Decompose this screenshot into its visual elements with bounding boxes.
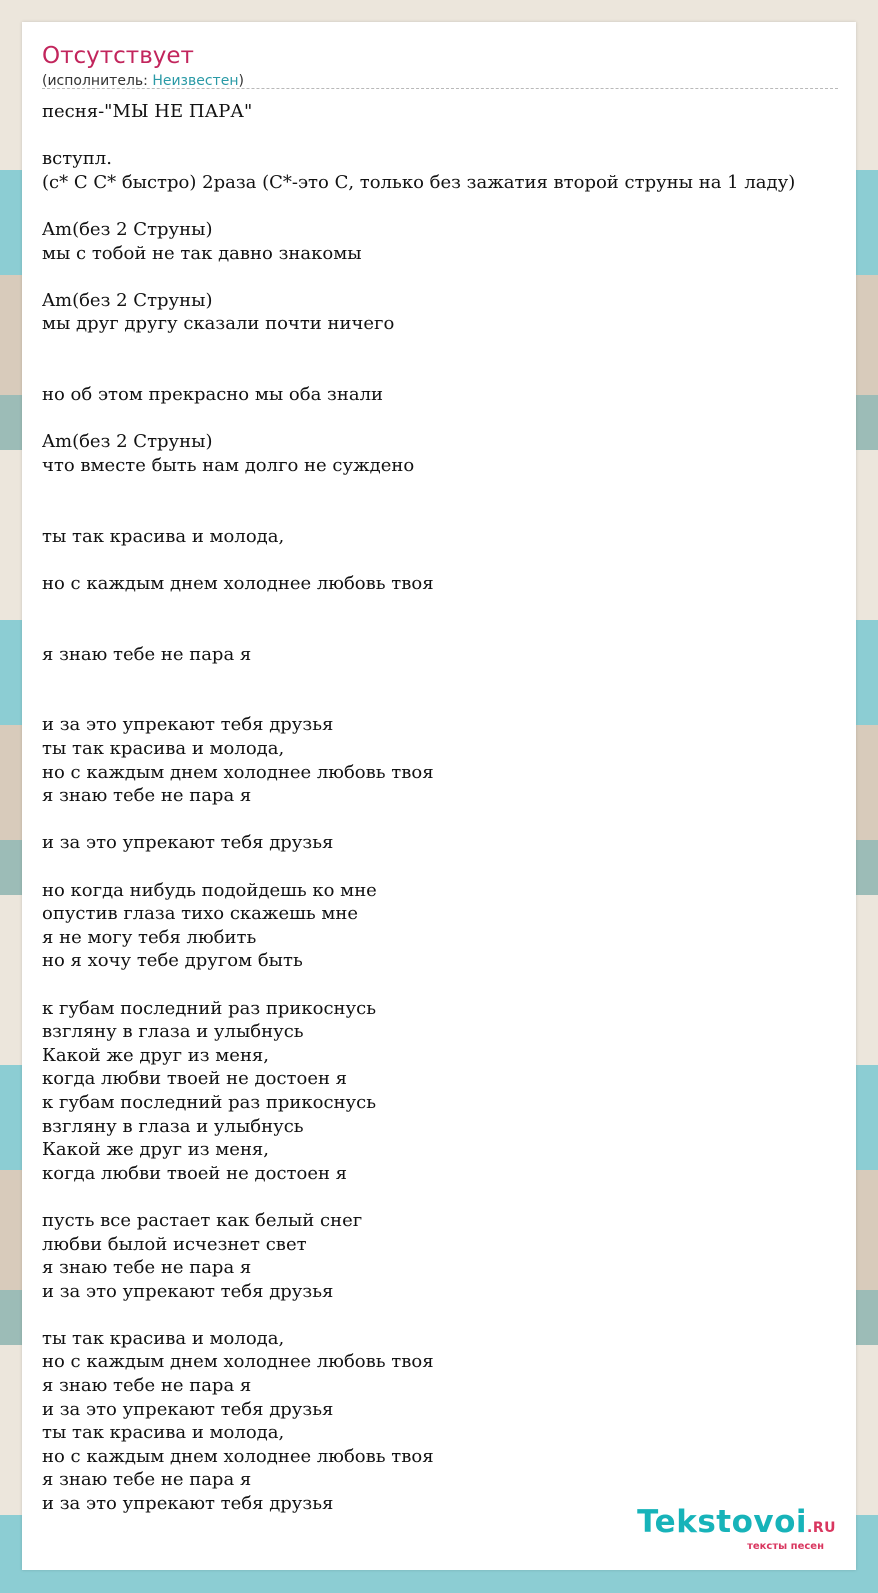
lyric-line: ты так красива и молода, (42, 1422, 285, 1444)
logo-tagline: тексты песен (747, 1541, 824, 1552)
lyric-line: взгляну в глаза и улыбнусь (42, 1021, 304, 1043)
lyric-line (42, 666, 854, 690)
lyric-line: Am(без 2 Струны) (42, 289, 213, 311)
lyric-line: но когда нибудь подойдешь ко мне (42, 879, 377, 901)
lyric-line (42, 973, 854, 997)
lyric-line: я знаю тебе не пара я (42, 1469, 252, 1491)
lyric-line: но с каждым днем холоднее любовь твоя (42, 572, 434, 594)
lyric-line: опустив глаза тихо скажешь мне (42, 903, 359, 925)
lyric-line: к губам последний раз прикоснусь (42, 1091, 377, 1113)
lyric-line: я знаю тебе не пара я (42, 643, 252, 665)
lyric-line: когда любви твоей не достоен я (42, 1162, 348, 1184)
lyric-line (42, 501, 854, 525)
lyric-line: мы друг другу сказали почти ничего (42, 313, 395, 335)
lyric-line: я знаю тебе не пара я (42, 1375, 252, 1397)
header-divider (42, 88, 838, 89)
lyrics-text (42, 100, 854, 1516)
lyric-line (42, 1185, 854, 1209)
lyric-line (42, 336, 854, 360)
lyric-line (42, 855, 854, 879)
lyric-line (42, 265, 854, 289)
lyric-line: ты так красива и молода, (42, 525, 285, 547)
song-title: Отсутствует (42, 43, 194, 69)
lyric-line: пусть все растает как белый снег (42, 1209, 363, 1231)
lyric-line (42, 478, 854, 502)
lyric-line (42, 595, 854, 619)
lyric-line: но я хочу тебе другом быть (42, 950, 303, 972)
lyric-line: но с каждым днем холоднее любовь твоя (42, 1445, 434, 1467)
lyric-line: (c* C C* быстро) 2раза (C*-это С, только без зажатия второй струны на 1 ладу) (42, 171, 796, 193)
lyric-line (42, 619, 854, 643)
lyric-line: но об этом прекрасно мы оба знали (42, 384, 384, 406)
lyric-line: но с каждым днем холоднее любовь твоя (42, 1351, 434, 1373)
logo-text: Tekstovoi (637, 1504, 808, 1540)
lyric-line (42, 194, 854, 218)
lyric-line (42, 1303, 854, 1327)
site-logo[interactable] (637, 1506, 836, 1552)
lyric-line (42, 690, 854, 714)
lyric-line: Am(без 2 Струны) (42, 431, 213, 453)
lyric-line: я знаю тебе не пара я (42, 785, 252, 807)
lyric-line: ты так красива и молода, (42, 1327, 285, 1349)
lyric-line (42, 808, 854, 832)
song-header (42, 40, 838, 90)
artist-link[interactable]: Неизвестен (152, 73, 239, 89)
logo-tld: .RU (807, 1520, 836, 1536)
lyric-line: и за это упрекают тебя друзья (42, 1398, 334, 1420)
lyric-line: Am(без 2 Струны) (42, 218, 213, 240)
lyric-line: любви былой исчезнет свет (42, 1233, 307, 1255)
artist-suffix: ) (238, 73, 244, 89)
lyric-line (42, 360, 854, 384)
lyric-line: мы с тобой не так давно знакомы (42, 242, 362, 264)
lyric-line: я знаю тебе не пара я (42, 1257, 252, 1279)
lyric-line: песня-"МЫ НЕ ПАРА" (42, 101, 253, 122)
lyric-line: Какой же друг из меня, (42, 1044, 270, 1066)
lyric-line (42, 124, 854, 148)
lyric-line: Какой же друг из меня, (42, 1139, 270, 1161)
lyric-line: и за это упрекают тебя друзья (42, 832, 334, 854)
lyric-line: и за это упрекают тебя друзья (42, 1493, 334, 1515)
lyric-line: но с каждым днем холоднее любовь твоя (42, 761, 434, 783)
lyric-line: что вместе быть нам долго не суждено (42, 454, 415, 476)
lyric-line: я не могу тебя любить (42, 926, 257, 948)
lyric-line: вступл. (42, 148, 112, 170)
lyrics-card (22, 22, 856, 1570)
lyric-line: и за это упрекают тебя друзья (42, 714, 334, 736)
lyric-line (42, 407, 854, 431)
lyric-line: ты так красива и молода, (42, 738, 285, 760)
lyric-line (42, 548, 854, 572)
lyric-line: когда любви твоей не достоен я (42, 1068, 348, 1090)
lyric-line: к губам последний раз прикоснусь (42, 997, 377, 1019)
lyric-line: и за это упрекают тебя друзья (42, 1280, 334, 1302)
artist-prefix: (исполнитель: (42, 73, 153, 89)
lyric-line: взгляну в глаза и улыбнусь (42, 1115, 304, 1137)
